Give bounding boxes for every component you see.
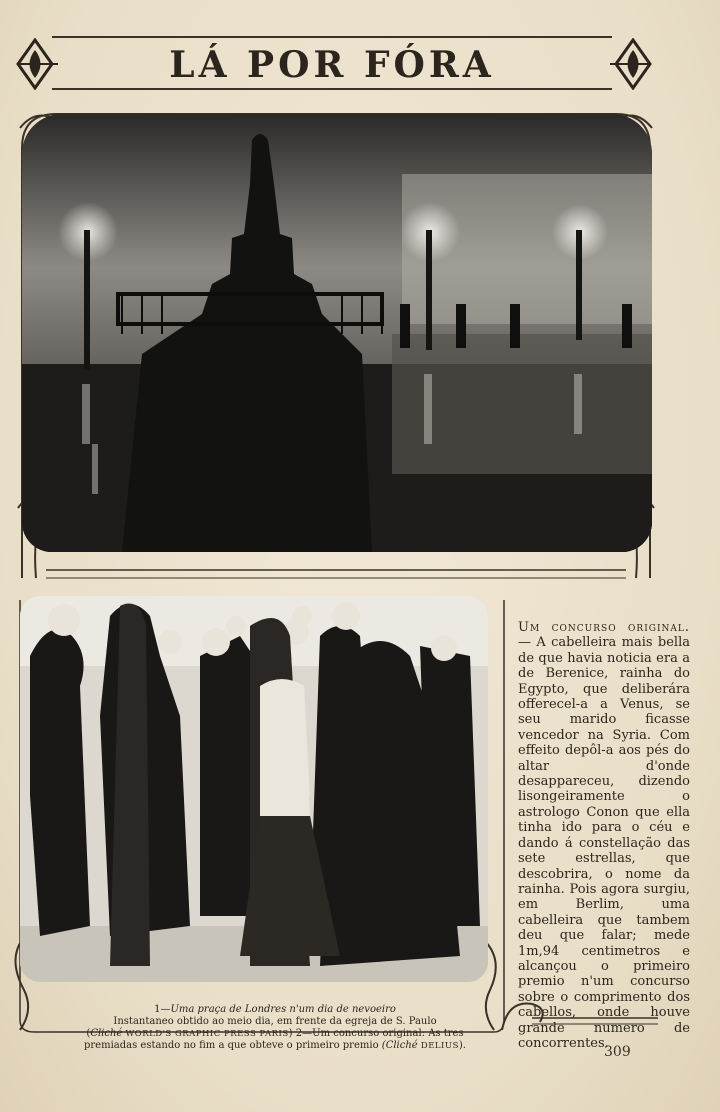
section-title: LÁ POR FÓRA <box>169 44 495 86</box>
caption-cliche-source-1: WORLD'S GRAPHIC PRESS PARIS <box>125 1029 289 1039</box>
caption-cliche-source-2: DELIUS <box>420 1041 459 1051</box>
article-body: — A cabelleira mais bella de que havia noticia era a de Berenice, rainha do Egypto, que deliberára offerecel-a a Venus, se seu marido ficasse vencedor na Syria. Com effeito depôl-a aos pés do altar d'onde desappareceu, dizendo lisongeiramente o astrologo Conon que ella tinha ido para o céu e dando á constellação das sete estrellas, que descobrira, o nome da rainha. Pois agora surgiu, em Berlim, uma cabelleira que tambem deu que falar; mede 1m,94 centimetros e alcançou o primeiro premio n'um concurso sobre o comprimento dos cabellos, onde houve grande numero de concorrentes. <box>518 635 690 1051</box>
caption-subtitle-1: Instantaneo obtido ao meio dia, em frente da egreja de S. Paulo <box>113 1016 437 1027</box>
page-number: 309 <box>604 1044 631 1060</box>
photo-london-fog <box>22 114 652 552</box>
caption-title-1: Uma praça de Londres n'um dia de nevoeiro <box>170 1004 396 1015</box>
caption-number-1: 1— <box>154 1004 171 1015</box>
art-nouveau-ornament-right <box>610 38 656 90</box>
caption-cliche-label-1: Cliché <box>90 1028 123 1039</box>
article-text <box>518 620 690 1051</box>
caption-text-2: Um concurso original: As tres premiadas estando no fim a que obteve o primeiro premio <box>83 1028 464 1051</box>
article-lead: Um concurso original. <box>518 620 690 635</box>
art-nouveau-ornament-bottom <box>498 990 662 1034</box>
photo-caption: 1—Uma praça de Londres n'um dia de nevoeiro Instantaneo obtido ao meio dia, em frente da egreja de S. Paulo (Cliché WORLD'S GRAPHIC PRESS PARIS) 2—Um concurso original: As tres premiadas estando no fim a que obteve o primeiro premio (Cliché DELIUS). <box>70 1004 480 1052</box>
caption-cliche-label-2: Cliché <box>385 1040 418 1051</box>
section-header <box>52 36 612 90</box>
caption-number-2: 2— <box>295 1028 313 1039</box>
photo-hair-contest <box>20 596 488 982</box>
